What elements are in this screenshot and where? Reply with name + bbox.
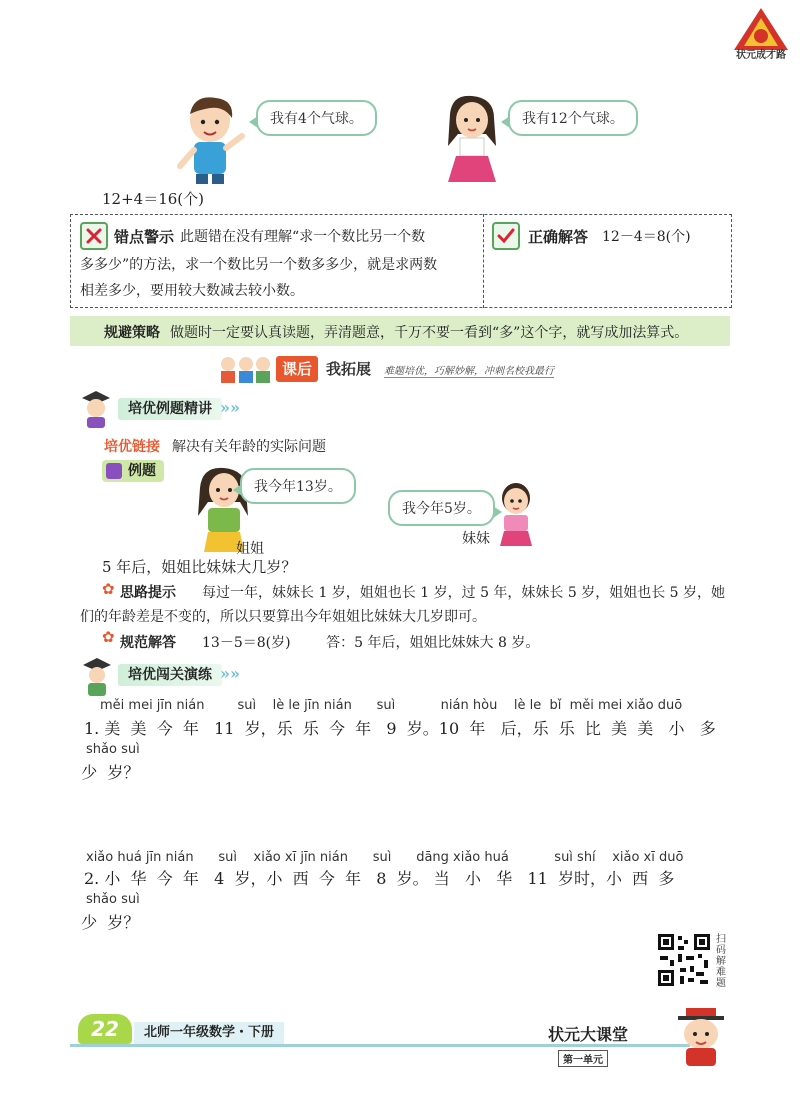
banner-slogan: 难题培优，巧解妙解，冲刺名校我最行	[384, 362, 554, 378]
answer-label: 规范解答	[120, 635, 176, 651]
correct-label: 正确解答	[528, 228, 589, 246]
q2-text-line-2: 少 岁？	[66, 913, 140, 932]
q1-pinyin-line-2: shǎo suì	[86, 742, 140, 757]
correct-answer: 12－4＝8(个)	[602, 229, 691, 245]
q2-text-line-1: 2. 小 华 今 年 4 岁，小 西 今 年 8 岁。 当 小 华 11 岁时，小 西 多	[84, 869, 675, 888]
example-question: 5 年后，姐姐比妹妹大几岁？	[102, 558, 297, 576]
q2-pinyin-line-1: xiǎo huá jīn nián suì xiǎo xī jīn nián suì dāng xiǎo huá suì shí xiǎo xī duō	[86, 850, 684, 865]
chevrons-icon: »»	[220, 398, 240, 417]
link-text: 解决有关年龄的实际问题	[172, 439, 326, 455]
flower-icon: ✿	[102, 580, 115, 598]
younger-sister-speech-bubble: 我今年5岁。	[388, 490, 495, 526]
flower-icon-2: ✿	[102, 628, 115, 646]
q1-text-line-2: 少 岁？	[66, 763, 140, 782]
unit-label: 第一单元	[558, 1050, 608, 1067]
sister-label: 姐姐	[236, 541, 264, 557]
boy-speech-bubble: 我有4个气球。	[256, 100, 377, 136]
girl-speech-bubble: 我有12个气球。	[508, 100, 638, 136]
strategy-text: 做题时一定要认真读题，弄清题意，千万不要一看到“多”这个字，就写成加法算式。	[170, 325, 689, 341]
page-number: 22	[78, 1014, 132, 1044]
hint-line-2: 们的年龄差是不变的，所以只要算出今年姐姐比妹妹大几岁即可。	[80, 609, 486, 625]
footer-brand: 状元大课堂	[548, 1025, 629, 1044]
hint-label: 思路提示	[120, 585, 176, 601]
check-icon	[492, 222, 520, 250]
mascot-illustration	[672, 1006, 730, 1066]
student-icon	[80, 656, 114, 696]
mistake-line-2: 多多少”的方法，求一个数比另一个数多多少，就是求两数	[80, 257, 438, 273]
wrong-equation: 12+4＝16(个)	[102, 190, 204, 208]
answer-text: 13－5＝8(岁) 答：5 年后，姐姐比妹妹大 8 岁。	[202, 635, 540, 651]
kids-reading-icon	[216, 354, 274, 386]
girl-illustration	[438, 94, 506, 186]
boy-illustration	[176, 92, 252, 184]
banner-part-2: 我拓展	[326, 360, 372, 378]
q1-pinyin-line-1: měi mei jīn nián suì lè le jīn nián suì nián hòu lè le bǐ měi mei xiǎo duō	[100, 698, 683, 713]
example-tag: 例题	[102, 460, 164, 482]
younger-sister-label: 妹妹	[462, 531, 490, 547]
mistake-line-1: 此题错在没有理解“求一个数比另一个数	[180, 229, 426, 245]
practice-section-title: 培优闯关演练	[118, 664, 222, 686]
link-label: 培优链接	[104, 439, 160, 455]
sister-speech-bubble: 我今年13岁。	[240, 468, 356, 504]
example-section-title: 培优例题精讲	[118, 398, 222, 420]
qr-code-icon[interactable]	[656, 932, 712, 988]
mistake-box-divider	[483, 214, 484, 308]
mistake-line-3: 相差多少，要用较大数减去较小数。	[80, 283, 304, 299]
teacher-icon	[78, 388, 114, 428]
mistake-label: 错点警示	[114, 228, 175, 246]
qr-caption: 扫码解难题	[716, 934, 726, 989]
book-title: 北师一年级数学・下册	[134, 1022, 284, 1044]
q2-pinyin-line-2: shǎo suì	[86, 892, 140, 907]
pencil-icon	[106, 463, 122, 479]
banner-part-1: 课后	[276, 356, 318, 382]
strategy-label: 规避策略	[104, 325, 160, 341]
wrong-x-icon	[80, 222, 108, 250]
brand-logo-text: 状元成才路	[736, 50, 786, 61]
q1-text-line-1: 1. 美 美 今 年 11 岁，乐 乐 今 年 9 岁。10 年 后，乐 乐 比 美 美 小 多	[84, 719, 716, 738]
chevrons-icon-2: »»	[220, 664, 240, 683]
hint-line-1: 每过一年，妹妹长 1 岁，姐姐也长 1 岁，过 5 年，妹妹长 5 岁，姐姐也长 5 岁，她	[202, 585, 726, 601]
